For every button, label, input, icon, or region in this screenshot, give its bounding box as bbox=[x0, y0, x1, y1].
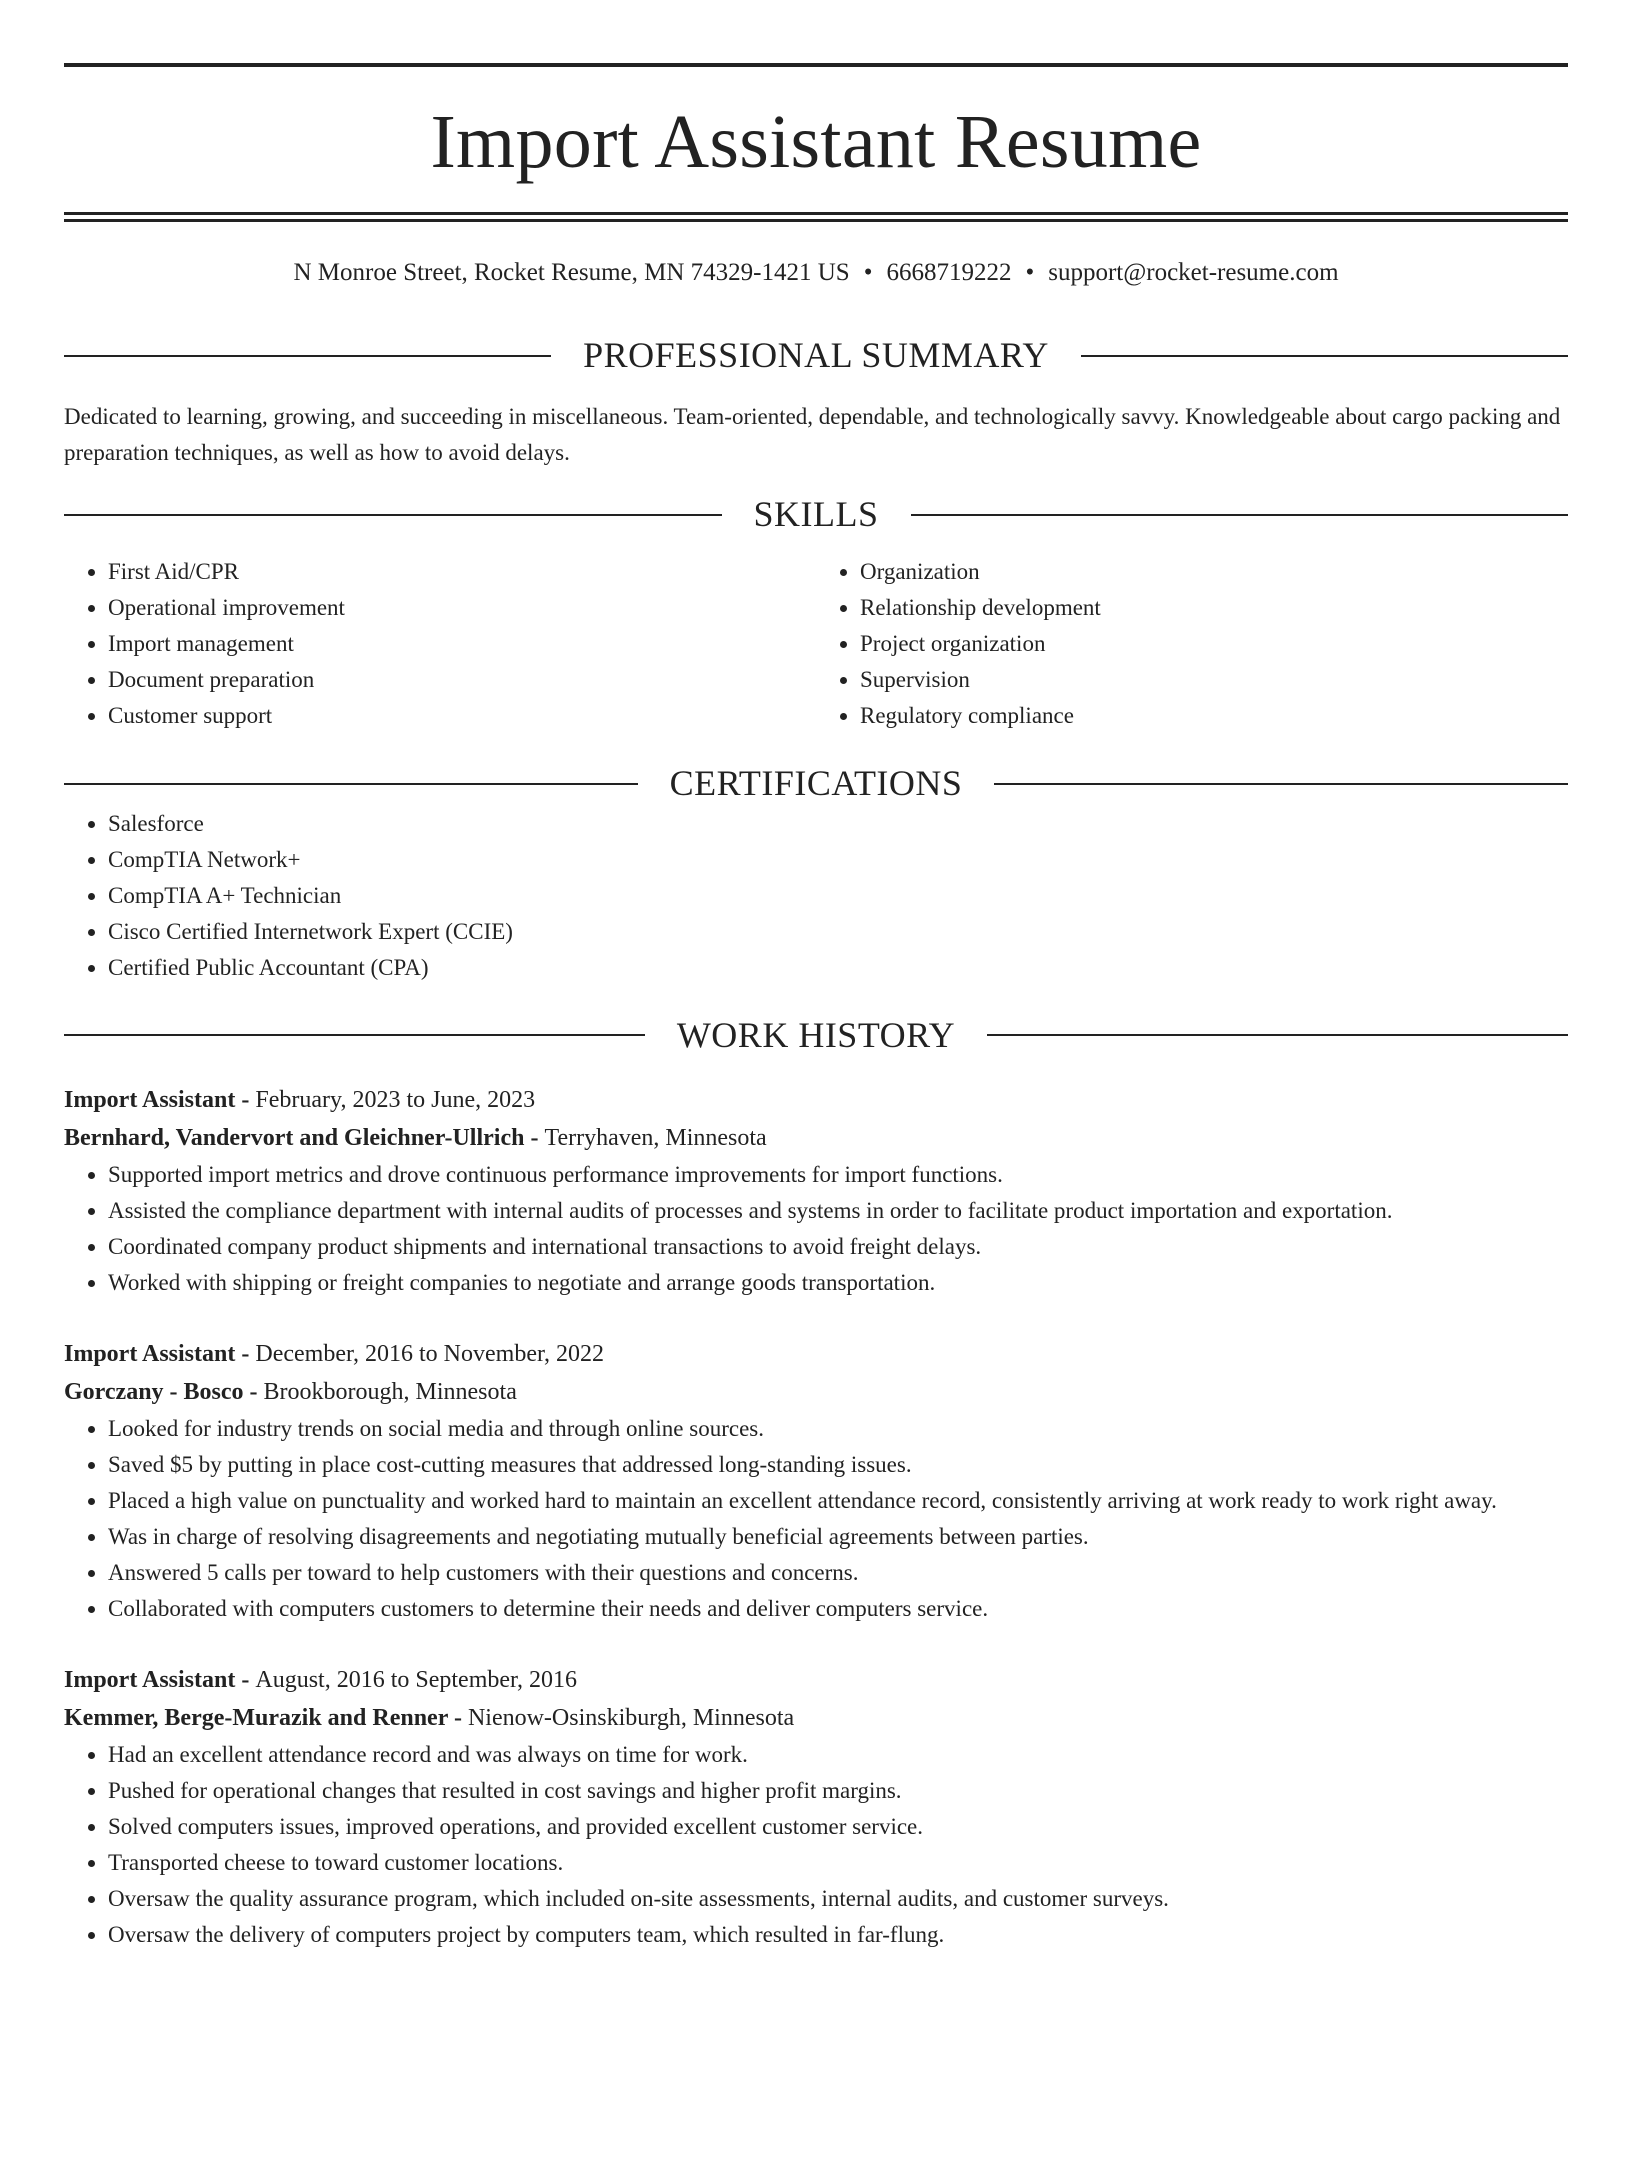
job-title-line: Import Assistant - December, 2016 to November, 2022 bbox=[64, 1340, 605, 1367]
skill-item: • Document preparation bbox=[108, 662, 816, 698]
job-duty: • Solved computers issues, improved operations, and provided excellent customer service. bbox=[108, 1809, 1568, 1845]
page-title: Import Assistant Resume bbox=[430, 100, 1202, 184]
contact-separator: • bbox=[1025, 259, 1035, 286]
job-title: Import Assistant bbox=[64, 1666, 236, 1693]
job-title-line: Import Assistant - August, 2016 to September, 2016 bbox=[64, 1666, 578, 1693]
job-company: Gorczany - Bosco bbox=[64, 1378, 244, 1405]
job-duty: • Transported cheese to toward customer locations. bbox=[108, 1845, 1568, 1881]
job-dates: December, 2016 to November, 2022 bbox=[255, 1340, 605, 1367]
resume-page bbox=[0, 63, 1632, 2175]
certification-item: • Certified Public Accountant (CPA) bbox=[108, 950, 1568, 986]
job-duty: • Collaborated with computers customers to determine their needs and deliver computers service. bbox=[108, 1591, 1568, 1627]
certification-item: • Salesforce bbox=[108, 806, 1568, 842]
job-duty: • Had an excellent attendance record and was always on time for work. bbox=[108, 1737, 1568, 1773]
certification-item: • Cisco Certified Internetwork Expert (CCIE) bbox=[108, 914, 1568, 950]
skills-heading-label: SKILLS bbox=[753, 494, 879, 535]
summary-heading-label: PROFESSIONAL SUMMARY bbox=[583, 335, 1049, 375]
skill-item: • Operational improvement bbox=[108, 590, 816, 626]
job-duties-list bbox=[64, 1157, 1568, 1301]
job-duties-list bbox=[64, 1737, 1568, 1953]
certifications-heading-label: CERTIFICATIONS bbox=[669, 763, 963, 804]
job-dates: August, 2016 to September, 2016 bbox=[255, 1666, 578, 1693]
job-entry bbox=[64, 1335, 1568, 1627]
skill-item: • Customer support bbox=[108, 698, 816, 734]
contact-phone: 6668719222 bbox=[886, 259, 1012, 286]
job-duty: • Supported import metrics and drove continuous performance improvements for import functions. bbox=[108, 1157, 1568, 1193]
skill-item: • First Aid/CPR bbox=[108, 554, 816, 590]
job-location: Terryhaven, Minnesota bbox=[544, 1124, 767, 1151]
job-duty: • Placed a high value on punctuality and worked hard to maintain an excellent attendance record, consistently arriving at work ready to work right away. bbox=[108, 1483, 1568, 1519]
job-duty: • Looked for industry trends on social media and through online sources. bbox=[108, 1411, 1568, 1447]
job-duty: • Was in charge of resolving disagreements and negotiating mutually beneficial agreements between parties. bbox=[108, 1519, 1568, 1555]
summary-heading bbox=[64, 334, 1568, 377]
skill-item: • Relationship development bbox=[860, 590, 1568, 626]
job-company-line: Kemmer, Berge-Murazik and Renner - Nienow-Osinskiburgh, Minnesota bbox=[64, 1704, 795, 1731]
certification-item: • CompTIA Network+ bbox=[108, 842, 1568, 878]
job-location: Nienow-Osinskiburgh, Minnesota bbox=[467, 1704, 795, 1731]
skill-item: • Supervision bbox=[860, 662, 1568, 698]
job-company: Bernhard, Vandervort and Gleichner-Ullrich bbox=[64, 1124, 525, 1151]
job-duty: • Worked with shipping or freight companies to negotiate and arrange goods transportation. bbox=[108, 1265, 1568, 1301]
skills-heading bbox=[64, 493, 1568, 536]
skill-item: • Project organization bbox=[860, 626, 1568, 662]
job-title: Import Assistant bbox=[64, 1340, 236, 1367]
job-duty: • Pushed for operational changes that resulted in cost savings and higher profit margins. bbox=[108, 1773, 1568, 1809]
job-title: Import Assistant bbox=[64, 1086, 236, 1113]
job-dates: February, 2023 to June, 2023 bbox=[255, 1086, 536, 1113]
job-location: Brookborough, Minnesota bbox=[263, 1378, 517, 1405]
job-company: Kemmer, Berge-Murazik and Renner bbox=[64, 1704, 448, 1731]
job-duty: • Oversaw the delivery of computers project by computers team, which resulted in far-flung. bbox=[108, 1917, 1568, 1953]
contact-email: support@rocket-resume.com bbox=[1048, 259, 1339, 286]
job-company-line: Gorczany - Bosco - Brookborough, Minnesota bbox=[64, 1378, 517, 1405]
job-duty: • Coordinated company product shipments and international transactions to avoid freight delays. bbox=[108, 1229, 1568, 1265]
title-double-rule bbox=[64, 212, 1568, 222]
job-entry bbox=[64, 1661, 1568, 1953]
job-duty: • Assisted the compliance department with internal audits of processes and systems in order to facilitate product importation and exportation. bbox=[108, 1193, 1568, 1229]
skill-item: • Organization bbox=[860, 554, 1568, 590]
job-duty: • Saved $5 by putting in place cost-cutting measures that addressed long-standing issues. bbox=[108, 1447, 1568, 1483]
skills-columns bbox=[64, 554, 1568, 734]
top-rule bbox=[64, 63, 1568, 67]
job-duty: • Oversaw the quality assurance program, which included on-site assessments, internal audits, and customer surveys. bbox=[108, 1881, 1568, 1917]
contact-separator: • bbox=[863, 259, 873, 286]
certifications-list bbox=[64, 806, 1568, 986]
contact-line bbox=[64, 258, 1568, 288]
skills-list-left bbox=[64, 554, 816, 734]
work-history-heading bbox=[64, 1014, 1568, 1057]
certification-item: • CompTIA A+ Technician bbox=[108, 878, 1568, 914]
work-history-heading-label: WORK HISTORY bbox=[676, 1014, 956, 1055]
contact-address: N Monroe Street, Rocket Resume, MN 74329-1421 US bbox=[293, 259, 850, 286]
summary-text: Dedicated to learning, growing, and succeeding in miscellaneous. Team-oriented, dependable, and technologically savvy. Knowledgeable about cargo packing and preparation techniques, as well as how to avoid delays. bbox=[64, 404, 1561, 466]
job-duty: • Answered 5 calls per toward to help customers with their questions and concerns. bbox=[108, 1555, 1568, 1591]
job-title-line: Import Assistant - February, 2023 to June, 2023 bbox=[64, 1086, 536, 1113]
skills-list-right bbox=[816, 554, 1568, 734]
job-duties-list bbox=[64, 1411, 1568, 1627]
certifications-heading bbox=[64, 762, 1568, 805]
skill-item: • Regulatory compliance bbox=[860, 698, 1568, 734]
job-entry bbox=[64, 1081, 1568, 1301]
skill-item: • Import management bbox=[108, 626, 816, 662]
job-company-line: Bernhard, Vandervort and Gleichner-Ullrich - Terryhaven, Minnesota bbox=[64, 1124, 767, 1151]
